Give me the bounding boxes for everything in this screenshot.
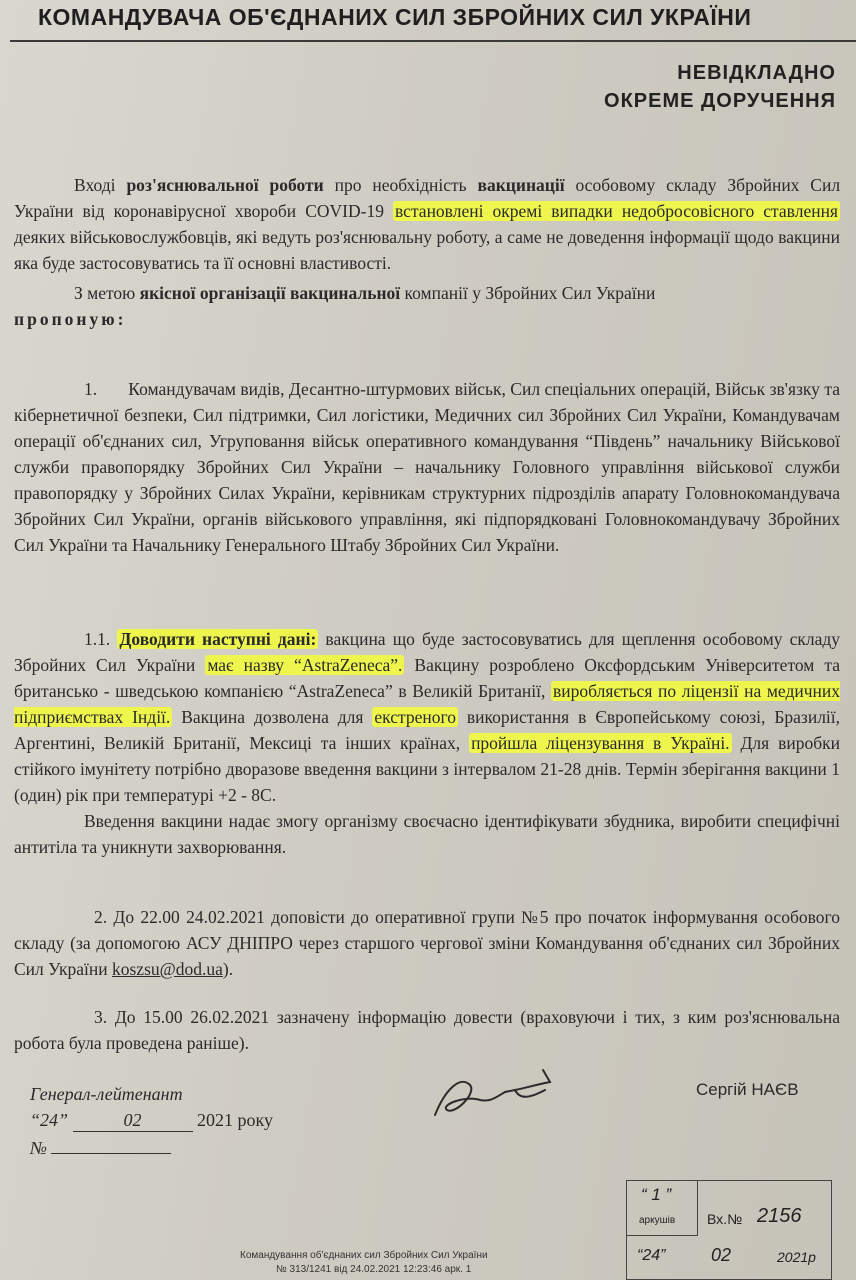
item-text: ). [222,959,234,979]
number-label: № [30,1138,47,1158]
intro-bold-text: якісної організації вакцинальної [139,283,401,303]
sheets-label: аркушів [639,1215,676,1226]
order-type: ОКРЕМЕ ДОРУЧЕННЯ [604,90,836,112]
sheets-box [627,1181,698,1236]
intro-paragraph [14,172,840,332]
header-divider [10,40,856,42]
item-text: Введення вакцини надає змогу організму своєчасно ідентифікувати збудника, виробити специфічні антитіла та уникнути захворювання. [14,811,840,857]
intro-text: компанії у Збройних Сил України [404,283,656,303]
item-1 [14,376,840,558]
email-link[interactable]: koszsu@dod.ua [112,959,223,979]
item-1-1 [14,626,840,860]
item-2 [14,904,840,982]
highlighted-text: встановлені окремі випадки недобросовісного ставлення [395,201,838,221]
handwritten-signature [425,1060,585,1130]
signer-name: Сергій НАЄВ [696,1080,799,1099]
item-text: Вакцину розроблено Оксфордським Університетом та британсько - шведською компанією “AstraZeneca” в Великій Британії, [14,655,841,701]
item-text: 3. До 15.00 26.02.2021 зазначену інформацію довести (враховуючи і тих, з ким роз'яснювальна робота була проведена раніше). [14,1007,840,1053]
intro-text: З метою [74,283,136,303]
highlighted-text: має назву “AstraZeneca”. [207,655,403,675]
footer-line-1: Командування об'єднаних сил Збройних Сил України [240,1250,488,1261]
highlighted-text: пройшла ліцензування в Україні. [471,733,730,753]
number-line [51,1153,171,1154]
header-title: КОМАНДУВАЧА ОБ'ЄДНАНИХ СИЛ ЗБРОЙНИХ СИЛ УКРАЇНИ [38,4,752,30]
item-number: 1. [84,379,98,399]
sheets-count: “ 1 ” [641,1185,672,1204]
incoming-number: 2156 [757,1205,802,1227]
date-month: 02 [73,1110,193,1132]
item-text: Командувачам видів, Десантно-штурмових військ, Сил спеціальних операцій, Військ зв'язку та кібернетичної безпеки, Сил підтримки, Сил логістики, Медичних сил Збройних Сил України, Командувачам операції об'єднаних сил, Угруповання військ оперативного командування “Південь” начальнику Військової служби правопорядку Збройних Сил України – начальнику Головного управління військової служби правопорядку у Збройних Силах України, керівникам структурних підрозділів апарату Головнокомандувача Збройних Сил України, органів військового управління, які підпорядковані Головнокомандувачу Збройних Сил України та Начальнику Генерального Штабу Збройних Сил України. [14,379,840,555]
intro-text: особовому складу Збройних Сил України від коронавірусної хвороби COVID-19 [14,175,841,221]
highlighted-text: екстреного [374,707,456,727]
stamp-day: “24” [637,1247,666,1264]
registration-stamp [626,1180,832,1280]
stamp-year: 2021р [777,1249,816,1265]
item-text: 2. До 22.00 24.02.2021 доповісти до оперативної групи №5 про початок інформування особового складу (за допомогою АСУ ДНІПРО через старшого чергової зміни Командування об'єднаних сил Збройних Сил України [14,907,840,979]
item-number: 1.1. [84,629,111,649]
footer-line-2: № 313/1241 від 24.02.2021 12:23:46 арк. 1 [276,1264,472,1275]
intro-bold-text: вакцинації [477,175,565,195]
signer-rank: Генерал-лейтенант [30,1084,183,1104]
item-text: використання в Європейському союзі, Бразилії, Аргентині, Великій Британії, Мексиці та інших країнах, [14,707,841,753]
item-text: Для виробки стійкого імунітету потрібно дворазове введення вакцини з інтервалом 21-28 днів. Термін зберігання вакцини 1 (один) рік при температурі +2 - 8С. [14,733,840,805]
date-year: 2021 року [197,1110,274,1130]
highlighted-text: виробляється по ліцензії на медичних підприємствах Індії. [14,681,841,727]
intro-bold-text: роз'яснювальної роботи [126,175,324,195]
intro-text: деяких військовослужбовців, які ведуть роз'яснювальну роботу, а саме не доведення інформації щодо вакцини яка буде застосовуватись та її основні властивості. [14,227,840,273]
item-text: Вакцина дозволена для [181,707,364,727]
intro-text: про необхідність [334,175,467,195]
signature-date [30,1110,273,1132]
highlighted-text: Доводити наступні дані: [119,629,317,649]
intro-text: Вході [74,175,116,195]
item-3 [14,1004,840,1056]
stamp-month: 02 [711,1245,732,1265]
urgent-label: НЕВІДКЛАДНО [677,62,836,84]
propose-word: пропоную: [14,309,127,329]
signature-number [30,1138,171,1159]
incoming-label: Вх.№ [707,1211,743,1227]
item-text: вакцина що буде застосовуватись для щеплення особовому складу Збройних Сил України [14,629,841,675]
date-day: “24” [30,1110,69,1130]
